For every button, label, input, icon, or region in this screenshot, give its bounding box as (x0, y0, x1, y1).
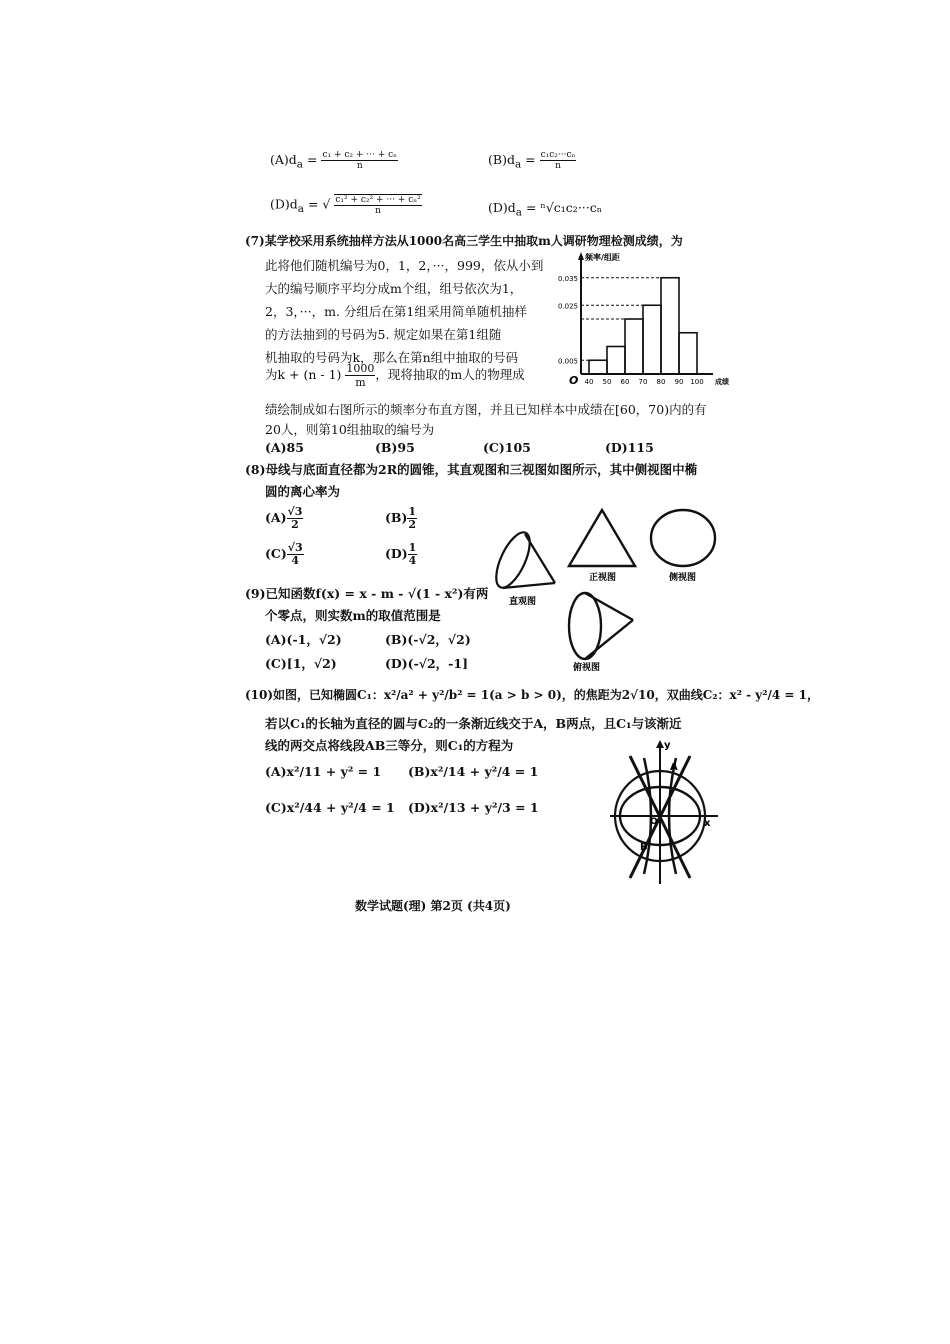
y-tick-label: 0.025 (557, 302, 578, 311)
histogram-bar (589, 360, 607, 374)
label-x: x (704, 818, 711, 829)
ellipse-hyperbola-figure (600, 738, 730, 888)
q10-option-a: (A)x²/11 + y² = 1 (265, 764, 382, 779)
q8-line2: 圆的离心率为 (265, 484, 341, 499)
histogram-bar (607, 347, 625, 375)
q10-line1: (10)如图，已知椭圆C₁：x²/a² + y²/b² = 1(a > b > 0)，的焦距为2√10，双曲线C₂：x² - y²/4 = 1， (245, 688, 820, 702)
x-tick-label: 100 (690, 378, 704, 386)
q7-option-a: (A)85 (265, 440, 304, 455)
cone-direct-view (489, 528, 555, 593)
label-o: O (650, 817, 658, 827)
q6-option-d: $(D)d_a$ = √ $\frac{\text{c₁² + c₂² + ··· + cₙ²}}{n}$ (270, 195, 421, 216)
cone-three-views (485, 498, 735, 678)
q10-option-c: (C)x²/44 + y²/4 = 1 (265, 800, 395, 815)
x-tick-label: 60 (620, 378, 630, 386)
x-tick-label: 50 (602, 378, 612, 386)
frequency-histogram (555, 252, 729, 392)
histogram-bar (661, 278, 679, 374)
q7-line8: 绩绘制成如右图所示的频率分布直方图，并且已知样本中成绩在[60，70)内的有 (265, 402, 707, 417)
q8-option-a: (A) $\frac{√3}{2}$ (265, 505, 303, 531)
label-direct-view: 直观图 (509, 597, 537, 607)
label-y: y (664, 740, 671, 751)
label-side-view: 侧视图 (669, 573, 697, 583)
front-view-triangle (569, 510, 635, 566)
q8-option-d: (D) $\frac{1}{4}$ (385, 541, 417, 567)
x-axis-label: 成绩 (715, 378, 729, 386)
q10-line2: 若以C₁的长轴为直径的圆与C₂的一条渐近线交于A，B两点，且C₁与该渐近 (265, 716, 682, 731)
origin-label: O (569, 374, 579, 387)
q6-option-d2: $(D)d_a = ^n√c_1c_2\cdot\cdot\cdot c_n$ (488, 200, 603, 219)
q7-line1: (7)某学校采用系统抽样方法从1000名高三学生中抽取m人调研物理检测成绩，为 (245, 234, 683, 248)
q10-line3: 线的两交点将线段AB三等分，则C₁的方程为 (265, 738, 514, 753)
cone-top-view (569, 593, 633, 659)
q7-line3: 大的编号顺序平均分成m个组，组号依次为1， (265, 281, 523, 296)
q8-option-b: (B) $\frac{1}{2}$ (385, 505, 417, 531)
x-tick-label: 40 (584, 378, 594, 386)
q6-option-a: $(A)d_a$ = $\frac{\text{c₁ + c₂ + ··· + cₙ}}{n}$ (270, 150, 398, 171)
q9-option-d: (D)(-√2，-1] (385, 656, 468, 671)
side-view-circle (651, 510, 715, 566)
q8-line1: (8)母线与底面直径都为2R的圆锥，其直观图和三视图如图所示，其中侧视图中椭 (245, 462, 698, 477)
q7-option-c: (C)105 (483, 440, 531, 455)
y-tick-label: 0.035 (557, 274, 578, 283)
label-a: A (670, 762, 678, 773)
histogram-bar (643, 305, 661, 374)
y-axis-arrow (578, 252, 584, 260)
q8-option-c: (C) $\frac{√3}{4}$ (265, 541, 303, 567)
q7-line7: 为k + (n - 1) $\frac{1000}{m}$ ，现将抽取的m人的物理成 (265, 362, 525, 389)
label-top-view: 俯视图 (573, 663, 601, 673)
x-tick-label: 90 (674, 378, 684, 386)
x-tick-label: 80 (656, 378, 666, 386)
q7-line5: 的方法抽到的号码为5. 规定如果在第1组随 (265, 327, 502, 342)
label-b: B (640, 842, 648, 853)
q6-option-b: $(B)d_a$ = $\frac{\text{c₁c₂···cₙ}}{n}$ (488, 150, 576, 171)
q7-option-d: (D)115 (605, 440, 654, 455)
y-axis-label: 频率/组距 (585, 253, 620, 262)
q9-line1: (9)已知函数f(x) = x - m - √(1 - x²)有两 (245, 586, 489, 601)
q7-line4: 2，3，···，m. 分组后在第1组采用简单随机抽样 (265, 304, 527, 319)
q7-option-b: (B)95 (375, 440, 415, 455)
y-tick-label: 0.005 (557, 357, 578, 366)
q9-line2: 个零点，则实数m的取值范围是 (265, 608, 441, 623)
q7-line6: 机抽取的号码为k，那么在第n组中抽取的号码 (265, 350, 519, 365)
q9-option-c: (C)[1，√2) (265, 656, 337, 671)
q9-option-b: (B)(-√2，√2) (385, 632, 471, 647)
q7-line9: 20人，则第10组抽取的编号为 (265, 422, 435, 437)
page-footer: 数学试题(理) 第2页 (共4页) (355, 899, 511, 913)
x-tick-label: 70 (638, 378, 648, 386)
histogram-bar (679, 333, 697, 374)
histogram-bar (625, 319, 643, 374)
q10-option-b: (B)x²/14 + y²/4 = 1 (408, 764, 539, 779)
q10-option-d: (D)x²/13 + y²/3 = 1 (408, 800, 539, 815)
q9-option-a: (A)(-1，√2) (265, 632, 342, 647)
label-front-view: 正视图 (589, 573, 617, 583)
q7-line2: 此将他们随机编号为0，1，2，···，999，依从小到 (265, 258, 544, 273)
